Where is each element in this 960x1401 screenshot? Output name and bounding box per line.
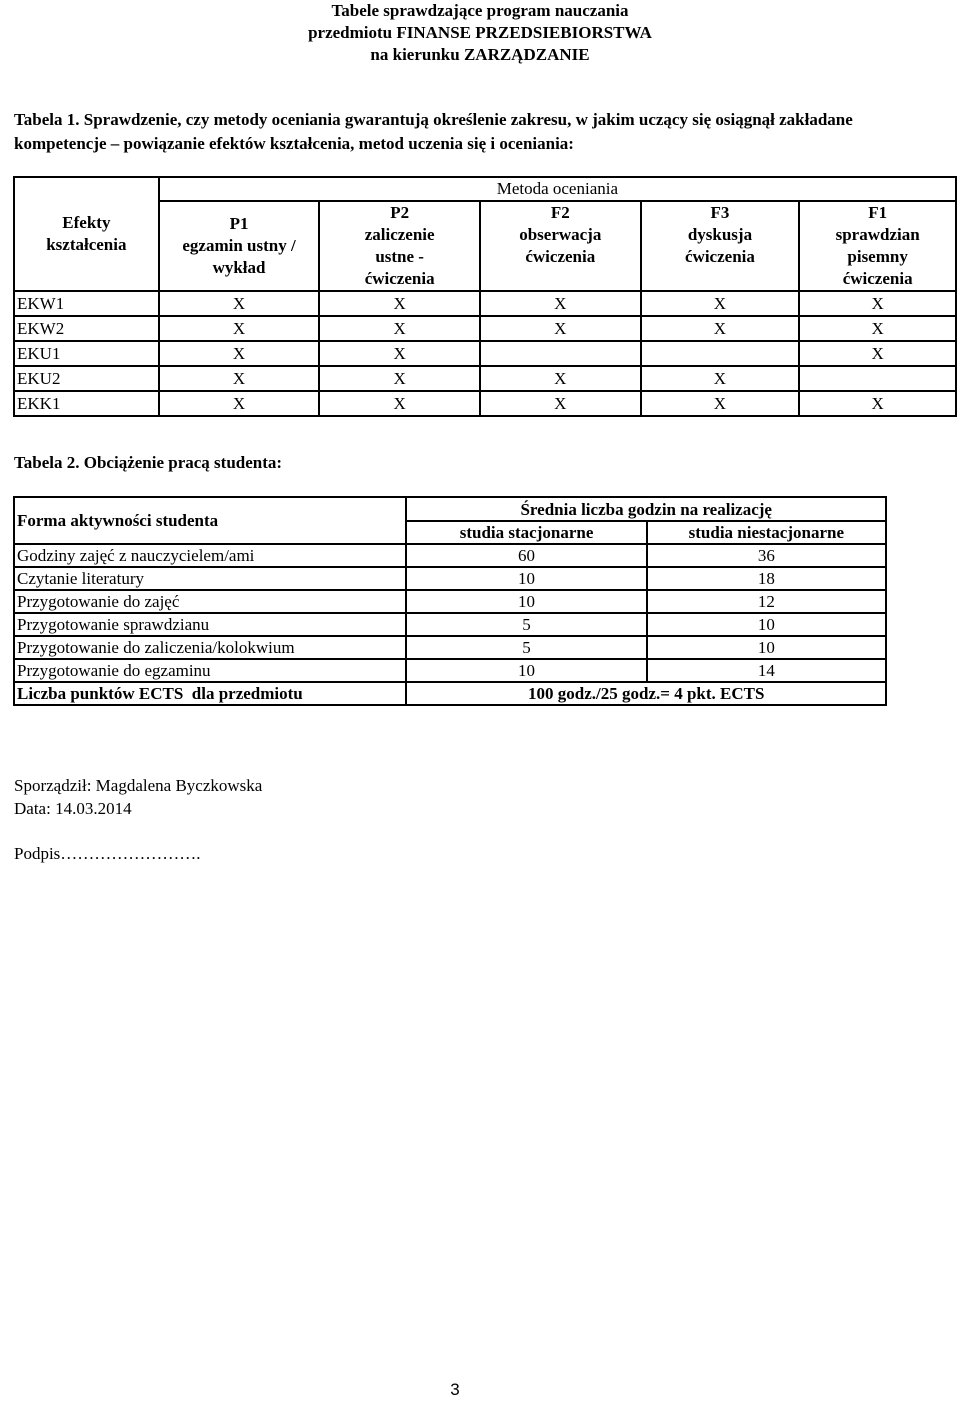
date-line: Data: 14.03.2014 bbox=[14, 799, 132, 818]
method-code: F1 bbox=[868, 203, 888, 222]
nonstationary-hours: 10 bbox=[647, 636, 886, 659]
table-row bbox=[14, 316, 956, 341]
effect-label: EKW2 bbox=[14, 316, 159, 341]
effects-header-cell bbox=[14, 177, 159, 291]
method-desc: sprawdzian bbox=[835, 225, 920, 244]
table-row bbox=[14, 659, 886, 682]
table-row bbox=[14, 636, 886, 659]
method-desc: pisemny bbox=[847, 247, 908, 266]
method-desc: dyskusja bbox=[687, 225, 753, 244]
table2-group-header-row bbox=[14, 497, 886, 521]
method-code: F2 bbox=[550, 203, 570, 222]
mark-cell: X bbox=[319, 391, 480, 416]
signature-line: Podpis……………………. bbox=[14, 844, 201, 863]
method-code: P1 bbox=[229, 214, 249, 233]
activity-form-header: Forma aktywności studenta bbox=[14, 497, 406, 544]
method-header-f2 bbox=[480, 201, 641, 291]
stationary-hours: 60 bbox=[406, 544, 646, 567]
mark-cell: X bbox=[480, 366, 641, 391]
mark-cell: X bbox=[159, 316, 320, 341]
table-row bbox=[14, 341, 956, 366]
mark-cell: X bbox=[641, 316, 800, 341]
nonstationary-hours: 10 bbox=[647, 613, 886, 636]
method-form: ćwiczenia bbox=[842, 269, 913, 288]
assessment-method-group-header: Metoda oceniania bbox=[159, 177, 956, 201]
ects-total-label: Liczba punktów ECTS dla przedmiotu bbox=[14, 682, 406, 705]
method-desc: ustne - bbox=[375, 247, 424, 266]
method-form: ćwiczenia bbox=[685, 247, 755, 266]
mark-cell: X bbox=[319, 316, 480, 341]
table-row bbox=[14, 366, 956, 391]
mark-cell: X bbox=[319, 341, 480, 366]
method-form: ćwiczenia bbox=[364, 269, 435, 288]
nonstationary-studies-header: studia niestacjonarne bbox=[647, 521, 886, 544]
header-subject-line: przedmiotu FINANSE PRZEDSIEBIORSTWA bbox=[308, 23, 652, 42]
table-row bbox=[14, 544, 886, 567]
mark-cell: X bbox=[799, 391, 956, 416]
table-row bbox=[14, 291, 956, 316]
ects-total-row bbox=[14, 682, 886, 705]
page-number: 3 bbox=[450, 1380, 460, 1399]
mark-cell bbox=[799, 366, 956, 391]
mark-cell bbox=[641, 341, 800, 366]
author-line: Sporządził: Magdalena Byczkowska bbox=[14, 776, 263, 795]
mark-cell: X bbox=[159, 341, 320, 366]
nonstationary-hours: 14 bbox=[647, 659, 886, 682]
mark-cell: X bbox=[159, 291, 320, 316]
method-desc: egzamin ustny / bbox=[182, 236, 296, 255]
table2-caption: Tabela 2. Obciążenie pracą studenta: bbox=[14, 453, 283, 472]
mark-cell: X bbox=[159, 366, 320, 391]
nonstationary-hours: 36 bbox=[647, 544, 886, 567]
table-row bbox=[14, 613, 886, 636]
student-workload-table bbox=[13, 496, 887, 706]
mark-cell: X bbox=[480, 291, 641, 316]
assessment-methods-table bbox=[13, 176, 957, 417]
nonstationary-hours: 12 bbox=[647, 590, 886, 613]
effect-label: EKK1 bbox=[14, 391, 159, 416]
mark-cell: X bbox=[641, 391, 800, 416]
activity-label: Przygotowanie do egzaminu bbox=[14, 659, 406, 682]
table1-group-header-row bbox=[14, 177, 956, 201]
activity-label: Przygotowanie do zajęć bbox=[14, 590, 406, 613]
mark-cell: X bbox=[641, 366, 800, 391]
mark-cell bbox=[480, 341, 641, 366]
method-header-p2 bbox=[319, 201, 480, 291]
table-row bbox=[14, 590, 886, 613]
activity-label: Godziny zajęć z nauczycielem/ami bbox=[14, 544, 406, 567]
effects-header-line: kształcenia bbox=[46, 235, 127, 254]
table1-caption: Tabela 1. Sprawdzenie, czy metody oceniania gwarantują określenie zakresu, w jakim uczący się osiągnął zakładane kompetencje – powiązanie efektów kształcenia, metod uczenia się i oceniania: bbox=[14, 110, 853, 153]
activity-label: Czytanie literatury bbox=[14, 567, 406, 590]
method-code: F3 bbox=[710, 203, 730, 222]
ects-total-value: 100 godz./25 godz.= 4 pkt. ECTS bbox=[406, 682, 886, 705]
mark-cell: X bbox=[799, 291, 956, 316]
stationary-hours: 10 bbox=[406, 567, 646, 590]
header-title-line: Tabele sprawdzające program nauczania bbox=[331, 1, 629, 20]
mark-cell: X bbox=[799, 316, 956, 341]
stationary-hours: 5 bbox=[406, 636, 646, 659]
mark-cell: X bbox=[159, 391, 320, 416]
effect-label: EKU1 bbox=[14, 341, 159, 366]
method-code: P2 bbox=[390, 203, 410, 222]
activity-label: Przygotowanie do zaliczenia/kolokwium bbox=[14, 636, 406, 659]
mark-cell: X bbox=[641, 291, 800, 316]
table-row bbox=[14, 567, 886, 590]
method-header-p1 bbox=[159, 201, 320, 291]
mark-cell: X bbox=[480, 316, 641, 341]
method-desc: obserwacja bbox=[519, 225, 602, 244]
effect-label: EKU2 bbox=[14, 366, 159, 391]
effects-header-line: Efekty bbox=[62, 213, 111, 232]
table-row bbox=[14, 391, 956, 416]
header-field-line: na kierunku ZARZĄDZANIE bbox=[370, 45, 590, 64]
stationary-studies-header: studia stacjonarne bbox=[406, 521, 646, 544]
effect-label: EKW1 bbox=[14, 291, 159, 316]
method-header-f3 bbox=[641, 201, 800, 291]
average-hours-header: Średnia liczba godzin na realizację bbox=[406, 497, 886, 521]
method-header-f1 bbox=[799, 201, 956, 291]
stationary-hours: 10 bbox=[406, 659, 646, 682]
mark-cell: X bbox=[480, 391, 641, 416]
method-desc: zaliczenie bbox=[364, 225, 435, 244]
mark-cell: X bbox=[319, 366, 480, 391]
mark-cell: X bbox=[319, 291, 480, 316]
stationary-hours: 5 bbox=[406, 613, 646, 636]
method-form: wykład bbox=[212, 258, 266, 277]
mark-cell: X bbox=[799, 341, 956, 366]
activity-label: Przygotowanie sprawdzianu bbox=[14, 613, 406, 636]
method-form: ćwiczenia bbox=[525, 247, 596, 266]
nonstationary-hours: 18 bbox=[647, 567, 886, 590]
document-header bbox=[0, 0, 960, 66]
stationary-hours: 10 bbox=[406, 590, 646, 613]
